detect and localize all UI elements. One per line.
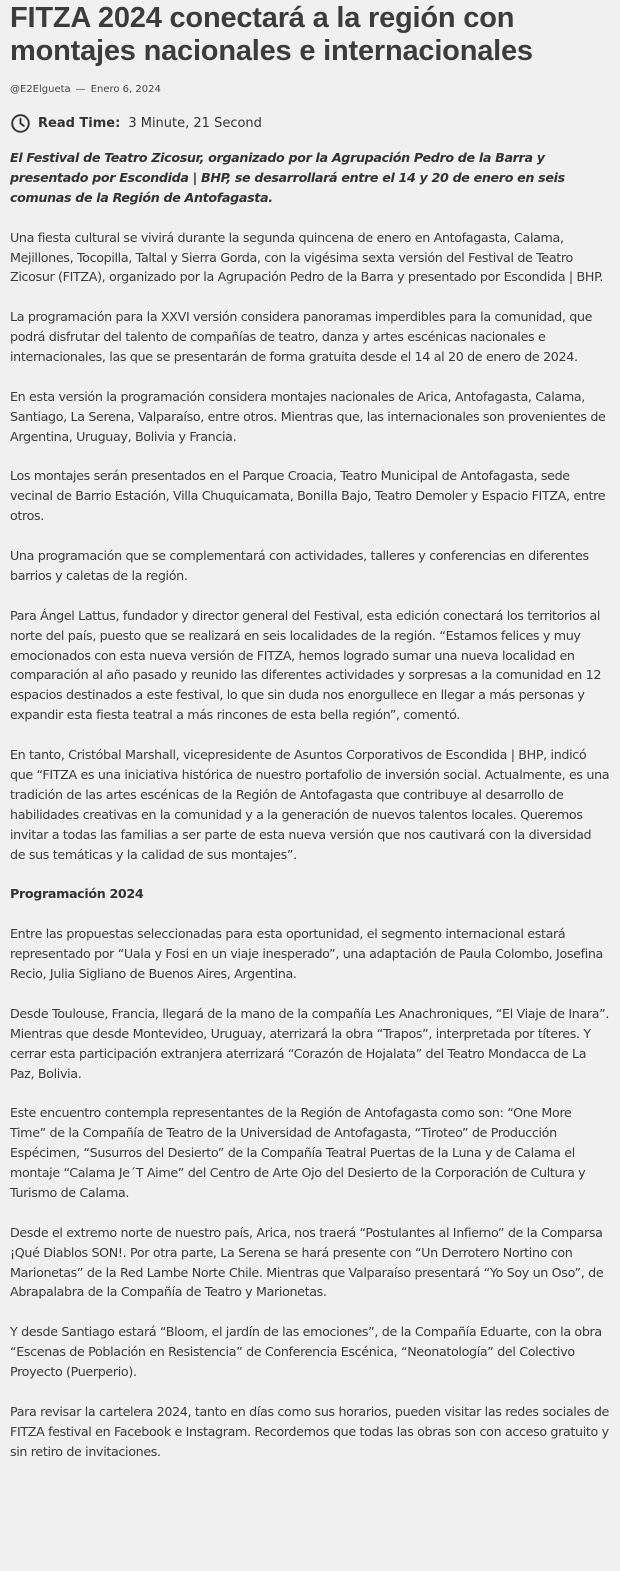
body-paragraph: Entre las propuestas seleccionadas para esta oportunidad, el segmento internacional estará representado por “Uala y Fosi en un viaje inesperado”, una adaptación de Paula Colombo, Josefina Recio, Julia Sigliano de Buenos Aires, Argentina. [10, 926, 603, 982]
article-lead: El Festival de Teatro Zicosur, organizado por la Agrupación Pedro de la Barra y presentado por Escondida | BHP, se desarrollará entre el 14 y 20 de enero en seis comunas de la Región de Antofagasta. [10, 150, 565, 205]
body-paragraph: Los montajes serán presentados en el Parque Croacia, Teatro Municipal de Antofagasta, sede vecinal de Barrio Estación, Villa Chuquicamata, Bonilla Bajo, Teatro Demoler y Espacio FITZA, entre otros. [10, 468, 606, 524]
body-paragraph: Este encuentro contempla representantes de la Región de Antofagasta como son: “One More Time” de la Compañía de Teatro de la Universidad de Antofagasta, “Tiroteo” de Producción Espécimen, “Susurros del Desierto” de la Compañía Teatral Puertas de la Luna y de Calama el montaje “Calama Je´T Aime” del Centro de Arte Ojo del Desierto de la Corporación de Cultura y Turismo de Calama. [10, 1105, 586, 1200]
read-time-value: 3 Minute, 21 Second [128, 115, 262, 131]
body-paragraph: Desde el extremo norte de nuestro país, Arica, nos traerá “Postulantes al Infierno” de la Comparsa ¡Qué Diablos SON!. Por otra parte, La Serena se hará presente con “Un Derrotero Nortino con Marionetas” de la Red Lambe Norte Chile. Mientras que Valparaíso presentará “Yo Soy un Oso”, de Abrapalabra de la Compañía de Teatro y Marionetas. [10, 1224, 604, 1300]
body-paragraph: En tanto, Cristóbal Marshall, vicepresidente de Asuntos Corporativos de Escondida | BHP, indicó que “FITZA es una iniciativa histórica de nuestro portafolio de inversión social. Actualmente, es una tradición de las artes escénicas de la Región de Antofagasta que contribuye al desarrollo de habilidades creativas en la comunidad y a la generación de nuevos talentos locales. Queremos invitar a todas las familias a ser parte de esta nueva versión que nos cautivará con la diversidad de sus temáticas y la calidad de sus montajes”. [10, 747, 610, 862]
body-paragraph: Una programación que se complementará con actividades, talleres y conferencias en diferentes barrios y caletas de la región. [10, 548, 589, 583]
body-paragraph: Para revisar la cartelera 2024, tanto en días como sus horarios, pueden visitar las redes sociales de FITZA festival en Facebook e Instagram. Recordemos que todas las obras son con acceso gratuito y sin retiro de invitaciones. [10, 1403, 609, 1459]
body-paragraph: Una fiesta cultural se vivirá durante la segunda quincena de enero en Antofagasta, Calama, Mejillones, Tocopilla, Taltal y Sierra Gorda, con la vigésima sexta versión del Festival de Teatro Zicosur (FITZA), organizado por la Agrupación Pedro de la Barra y presentado por Escondida | BHP. [10, 229, 604, 285]
clock-icon [10, 113, 31, 134]
article-meta [10, 82, 610, 98]
body-paragraph: Desde Toulouse, Francia, llegará de la mano de la compañía Les Anachroniques, “El Viaje de Inara”. Mientras que desde Montevideo, Uruguay, aterrizará la obra “Trapos”, interpretada por títeres. Y cerrar esta participación extranjera aterrizará “Corazón de Hojalata” del Teatro Mondacca de La Paz, Bolivia. [10, 1005, 610, 1081]
body-paragraph: Y desde Santiago estará “Bloom, el jardín de las emociones”, de la Compañía Eduarte, con la obra “Escenas de Población en Resistencia” de Conferencia Escénica, “Neonatología” del Colectivo Proyecto (Puerperio). [10, 1324, 602, 1380]
meta-separator: — [75, 84, 86, 95]
author-link[interactable]: @E2Elgueta [10, 84, 71, 95]
body-paragraph: En esta versión la programación considera montajes nacionales de Arica, Antofagasta, Calama, Santiago, La Serena, Valparaíso, entre otros. Mientras que, las internacionales son provenientes de Argentina, Uruguay, Bolivia y Francia. [10, 388, 606, 444]
body-paragraph: La programación para la XXVI versión considera panoramas imperdibles para la comunidad, que podrá disfrutar del talento de compañías de teatro, danza y artes escénicas nacionales e internacionales, las que se presentarán de forma gratuita desde el 14 al 20 de enero de 2024. [10, 309, 593, 365]
article-title: FITZA 2024 conectará a la región con montajes nacionales e internacionales [10, 2, 533, 67]
article-body [10, 148, 610, 1462]
read-time-label: Read Time: [38, 115, 121, 131]
publish-date: Enero 6, 2024 [90, 84, 161, 95]
body-paragraph: Para Ángel Lattus, fundador y director general del Festival, esta edición conectará los territorios al norte del país, puesto que se realizará en seis localidades de la región. “Estamos felices y muy emocionados con esta nueva versión de FITZA, hemos logrado sumar una nueva localidad en comparación al año pasado y reunido las diferentes actividades y sorpresas a la comunidad en 12 espacios destinados a este festival, lo que sin duda nos enorgullece en llegar a más personas y expandir esta fiesta teatral a más rincones de esta bella región”, comentó. [10, 607, 602, 723]
section-heading: Programación 2024 [10, 886, 144, 902]
read-time [10, 111, 610, 135]
